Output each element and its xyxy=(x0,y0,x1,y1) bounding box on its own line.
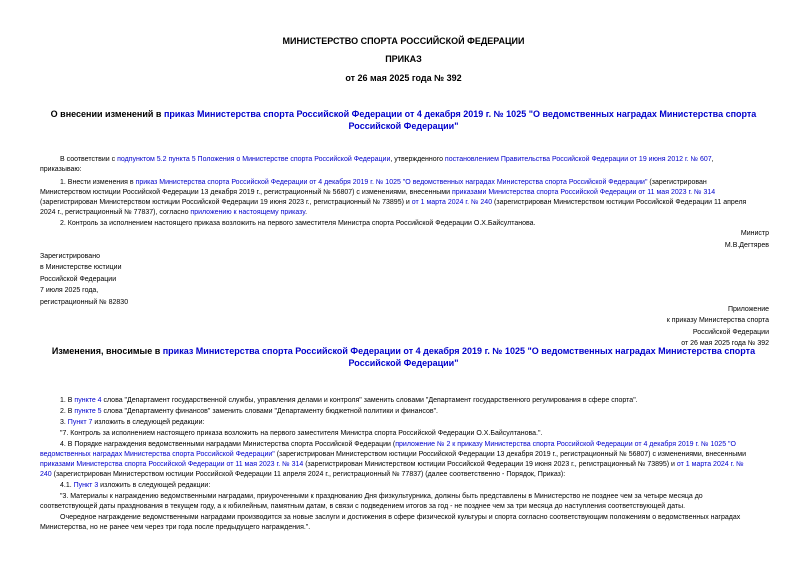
item1-link-order[interactable]: приказ Министерства спорта Российской Федерации от 4 декабря 2019 г. № 1025 "О ведомственных наградах Министерства спорта Российской Федерации" xyxy=(135,179,648,186)
signature-name: М.В.Дегтярев xyxy=(724,241,769,249)
preamble-text: , утвержденного xyxy=(390,156,445,163)
appendix-title xyxy=(0,345,807,369)
doc-date-heading: от 26 мая 2025 года № 392 xyxy=(345,73,462,83)
preamble-link-decree[interactable]: постановлением Правительства Российской Федерации от 19 июня 2012 г. № 607 xyxy=(444,156,712,163)
change-text: слова "Департамент государственной службы, управления делами и контроля" заменить словами "Департамент государственного регулирования в сфере спорта". xyxy=(101,397,638,404)
change-2 xyxy=(40,407,768,417)
preamble-link-regulation[interactable]: подпунктом 5.2 пункта 5 Положения о Министерстве спорта Российской Федерации xyxy=(117,156,391,163)
item1-text: Министерством юстиции Российской Федерации 13 декабря 2019 г., регистрационный № 56807) с изменениями, внесенными xyxy=(40,189,452,196)
item1-text: (зарегистрирован Министерством юстиции Российской Федерации 19 июня 2023 г., регистрационный № 73895) и xyxy=(40,199,412,206)
change-4-link-appendix[interactable]: приложение № 2 к приказу Министерства спорта Российской Федерации от 4 декабря 2019 г. № 1025 "О xyxy=(395,441,736,448)
change-4-1-quote-4: Министерства, но не ранее чем через три года после предыдущего награждения.". xyxy=(40,524,311,531)
change-4-1-quote-2: соответствующей даты празднования в текущем году, а к юбилейным, памятным датам, в связи с подведением итогов за год - не позднее чем за три месяца до наступления соответствующей даты. xyxy=(40,503,686,510)
change-text: 4. В Порядке награждения ведомственными наградами Министерства спорта Российской Федерации ( xyxy=(60,441,396,448)
registration-line: 7 июля 2025 года, xyxy=(40,287,99,295)
preamble-order: приказываю: xyxy=(40,166,82,173)
change-3-quote: "7. Контроль за исполнением настоящего приказа возложить на первого заместителя Министра спорта Российской Федерации О.Х.Байсултанова.". xyxy=(60,430,543,437)
change-text: слова "Департаменту финансов" заменить словами "Департаменту бюджетной политики и финансов". xyxy=(101,408,438,415)
ministry-heading: МИНИСТЕРСТВО СПОРТА РОССИЙСКОЙ ФЕДЕРАЦИИ xyxy=(282,36,525,46)
change-text: 4.1. xyxy=(60,482,74,489)
order-item-1-line3 xyxy=(40,198,768,208)
doc-title-prefix: О внесении изменений в xyxy=(50,109,164,119)
signature-position: Министр xyxy=(740,230,769,237)
change-text: 1. В xyxy=(60,397,75,404)
change-4-line3 xyxy=(40,460,768,470)
registration-line: в Министерстве юстиции xyxy=(40,264,122,272)
change-text: (зарегистрирован Министерством юстиции Российской Федерации 13 декабря 2019 г., регистрационный № 56807) с изменениями, внесенными xyxy=(274,451,747,458)
change-text: 2. В xyxy=(60,408,75,415)
preamble-text: В соответствии с xyxy=(60,156,118,163)
preamble xyxy=(40,155,768,165)
order-item-1 xyxy=(40,178,768,188)
change-1 xyxy=(40,396,768,406)
change-text: (зарегистрирован Министерством юстиции Российской Федерации 19 июня 2023 г., регистрационный № 73895) и xyxy=(303,461,677,468)
change-1-link[interactable]: пункте 4 xyxy=(74,397,102,404)
change-4 xyxy=(40,440,768,450)
item1-text: 1. Внести изменения в xyxy=(60,179,136,186)
doc-title xyxy=(0,108,807,132)
order-item-2: 2. Контроль за исполнением настоящего приказа возложить на первого заместителя Министра спорта Российской Федерации О.Х.Байсултанова. xyxy=(60,220,536,227)
item1-text: (зарегистрирован Министерством юстиции Российской Федерации 11 апреля xyxy=(492,199,747,206)
appendix-title-prefix: Изменения, вносимые в xyxy=(51,346,163,356)
doc-title-link[interactable]: приказ Министерства спорта Российской Федерации от 4 декабря 2019 г. № 1025 "О ведомственных наградах Министерства спорта xyxy=(163,109,757,119)
change-3-link[interactable]: Пункт 7 xyxy=(67,419,93,426)
registration-line: Российской Федерации xyxy=(40,275,117,283)
appendix-ref-line: к приказу Министерства спорта xyxy=(666,317,769,325)
change-text: изложить в следующей редакции: xyxy=(98,482,211,489)
appendix-ref-line: Приложение xyxy=(727,306,769,313)
change-text: 3. xyxy=(60,419,68,426)
preamble-text: , xyxy=(711,156,714,163)
registration-block xyxy=(40,251,128,308)
item1-text: . xyxy=(305,209,308,216)
change-4-1-link[interactable]: Пункт 3 xyxy=(73,482,99,489)
doc-title-link-cont[interactable]: Российской Федерации" xyxy=(348,121,459,131)
appendix-reference xyxy=(667,304,769,350)
change-4-1-quote-1: "3. Материалы к награждению ведомственными наградами, приуроченными к празднованию Дня физкультурника, должны быть представлены в Министерство не позднее чем за четыре месяца до xyxy=(60,493,703,500)
change-4-line4 xyxy=(40,470,768,480)
change-4-1 xyxy=(40,481,768,491)
change-4-1-quote-3: Очередное награждение ведомственными наградами производится за новые заслуги и достижения в сфере физической культуры и спорта согласно соответствующим положениям о ведомственных наградах xyxy=(60,514,741,521)
signature-block xyxy=(725,229,769,250)
item1-text: 2024 г., регистрационный № 77837), согласно xyxy=(40,209,191,216)
change-4-line2 xyxy=(40,450,768,460)
order-item-1-line4 xyxy=(40,208,768,218)
change-4-link-2024[interactable]: от 1 марта 2024 г. № xyxy=(676,461,744,468)
change-2-link[interactable]: пункте 5 xyxy=(74,408,102,415)
change-3 xyxy=(40,418,768,428)
appendix-ref-line: от 26 мая 2025 года № 392 xyxy=(681,340,769,348)
change-4-link-2024-cont[interactable]: 240 xyxy=(40,471,52,478)
order-item-1-line2 xyxy=(40,188,768,198)
registration-line: регистрационный № 82830 xyxy=(40,298,129,306)
appendix-title-link-cont[interactable]: Российской Федерации" xyxy=(348,358,459,368)
item1-link-appendix[interactable]: приложению к настоящему приказу xyxy=(190,209,306,216)
change-text: изложить в следующей редакции: xyxy=(92,419,205,426)
doc-type-heading: ПРИКАЗ xyxy=(385,54,422,64)
change-4-link-appendix-cont[interactable]: ведомственных наградах Министерства спорта Российской Федерации" xyxy=(40,451,275,458)
registration-line: Зарегистрировано xyxy=(40,253,100,260)
change-4-link-orders[interactable]: приказами Министерства спорта Российской Федерации от 11 мая 2023 г. № 314 xyxy=(40,461,304,468)
appendix-ref-line: Российской Федерации xyxy=(692,328,769,336)
item1-text: (зарегистрирован xyxy=(647,179,707,186)
appendix-title-link[interactable]: приказ Министерства спорта Российской Федерации от 4 декабря 2019 г. № 1025 "О ведомственных наградах Министерства спорта xyxy=(162,346,756,356)
item1-link-orders[interactable]: приказами Министерства спорта Российской Федерации от 11 мая 2023 г. № 314 xyxy=(451,189,716,196)
change-text: (зарегистрирован Министерством юстиции Российской Федерации 11 апреля 2024 г., регистрационный № 77837) (далее соответственно - Порядок, Приказ): xyxy=(51,471,566,478)
item1-link-2024[interactable]: от 1 марта 2024 г. № 240 xyxy=(411,199,493,206)
